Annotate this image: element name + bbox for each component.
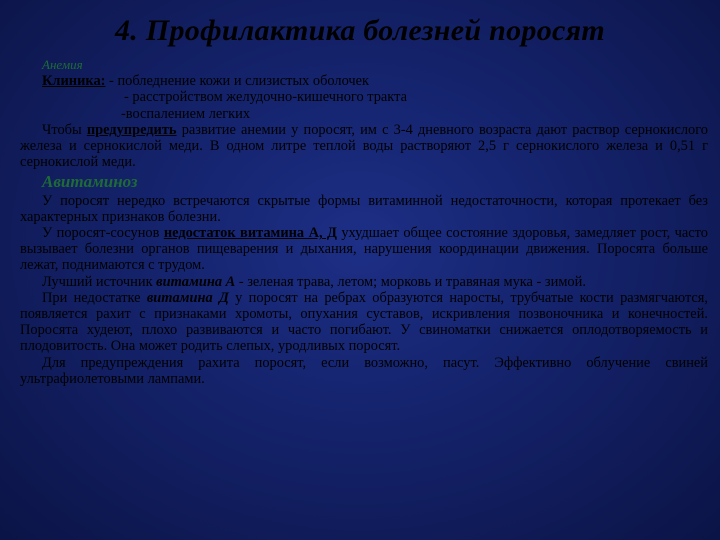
p4-start: При недостатке [42,289,147,306]
clinic-symptom-2: - расстройством желудочно-кишечного тракта [124,89,407,106]
clinic-symptom-3: -воспалением легких [121,105,251,122]
avitaminosis-heading: Авитаминоз [42,172,138,192]
p2-keyword: недостаток витамина А, Д [163,225,337,242]
p4-rest: у поросят на ребрах образуются наросты, трубчатые кости размягчаются, появляется рахит с признаками хромоты, опухания суставов, искривления позвоночника и конечностей. Поросята худеют, плохо развиваются и часто погибают. У свиноматки снижается оплодотворяемость и плодовитость. Она может родить слепых, уродливых поросят. [20,289,709,355]
anemia-p-start: Чтобы [42,121,87,138]
p3-start: Лучший источник [42,273,157,290]
avitaminosis-paragraph-5: Для предупреждения рахита поросят, если возможно, пасут. Эффективно облучение свиней ультрафиолетовыми лампами. [20,354,708,387]
anemia-p-rest: развитие анемии у поросят, им с 3-4 дневного возраста дают раствор сернокислого железа и сернокислой меди. В одном литре теплой воды растворяют 2,5 г сернокислого железа и 0,51 г сернокислой меди. [20,121,708,171]
anemia-prevention-paragraph [20,122,708,171]
avitaminosis-paragraph-2 [20,225,708,274]
clinic-symptom-1: - побледнение кожи и слизистых оболочек [105,73,370,90]
p2-rest: ухудшает общее состояние здоровья, замедляет рост, часто вызывает болезни органов пищеварения и дыхания, нарушения координации движения. Поросята больше лежат, поднимаются с трудом. [20,225,708,274]
avitaminosis-paragraph-1: У поросят нередко встречаются скрытые формы витаминной недостаточности, которая протекает без характерных признаков болезни. [20,192,708,225]
p4-keyword: витамина Д [146,289,229,306]
anemia-heading: Анемия [42,57,83,72]
p3-rest: - зеленая трава, летом; морковь и травяная мука - зимой. [235,273,586,290]
slide-content [20,57,708,387]
p2-start: У поросят-сосунов [42,225,164,242]
avitaminosis-paragraph-3 [20,274,708,290]
anemia-p-keyword: предупредить [86,121,177,138]
p3-keyword: витамина А [156,273,236,290]
clinic-label: Клиника: [42,73,106,90]
avitaminosis-paragraph-4 [20,290,708,355]
slide-title: 4. Профилактика болезней поросят [114,14,606,47]
clinic-line [20,73,708,89]
